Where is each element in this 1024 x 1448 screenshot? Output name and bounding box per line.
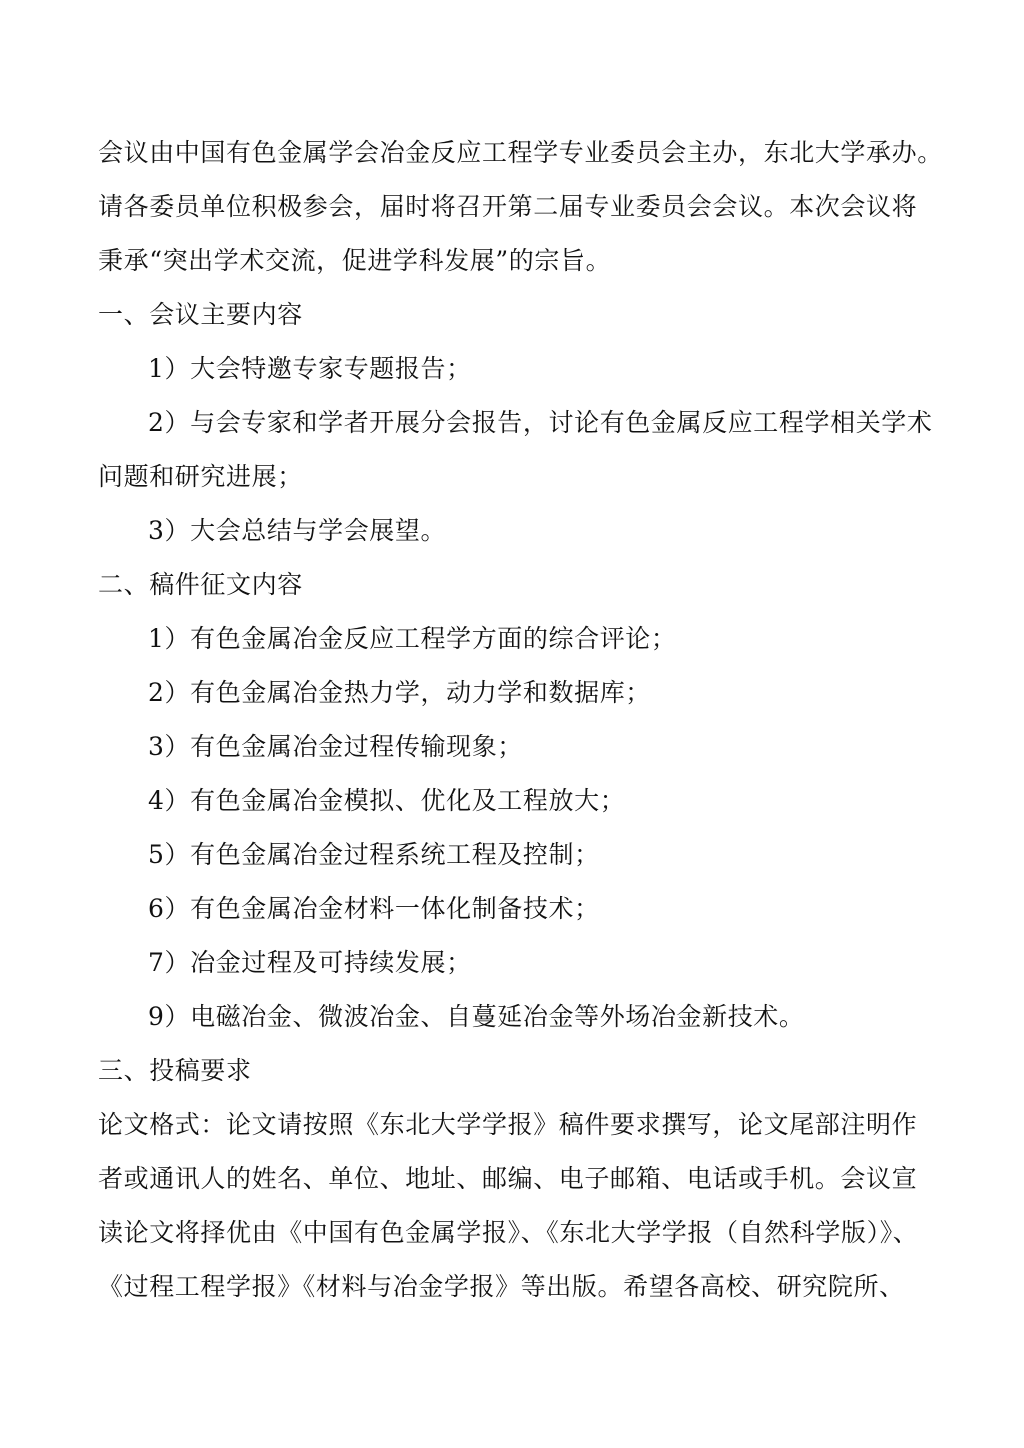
topic-item: 9）电磁冶金、微波冶金、自蔓延冶金等外场冶金新技术。: [148, 1002, 805, 1031]
document-body: [98, 126, 943, 1314]
section-heading-meeting-content: 一、会议主要内容: [98, 300, 303, 329]
topic-item: 4）有色金属冶金模拟、优化及工程放大；: [148, 786, 626, 815]
submission-paragraph-line: 者或通讯人的姓名、单位、地址、邮编、电子邮箱、电话或手机。会议宣: [98, 1164, 918, 1193]
topic-item: 6）有色金属冶金材料一体化制备技术；: [148, 894, 600, 923]
topic-item: 3）有色金属冶金过程传输现象；: [148, 732, 523, 761]
intro-line: 请各委员单位积极参会，届时将召开第二届专业委员会会议。本次会议将: [98, 192, 918, 221]
topic-item: 5）有色金属冶金过程系统工程及控制；: [148, 840, 600, 869]
submission-paragraph-line: 论文格式：论文请按照《东北大学学报》稿件要求撰写，论文尾部注明作: [98, 1110, 918, 1139]
meeting-item: 1）大会特邀专家专题报告；: [148, 354, 472, 383]
meeting-item: 2）与会专家和学者开展分会报告，讨论有色金属反应工程学相关学术: [148, 408, 933, 437]
meeting-item-continuation: 问题和研究进展；: [98, 462, 303, 491]
intro-line: 会议由中国有色金属学会冶金反应工程学专业委员会主办，东北大学承办。: [98, 138, 943, 167]
submission-paragraph-line: 《过程工程学报》《材料与冶金学报》等出版。希望各高校、研究院所、: [98, 1272, 905, 1301]
section-heading-paper-topics: 二、稿件征文内容: [98, 570, 303, 599]
intro-line: 秉承“突出学术交流，促进学科发展”的宗旨。: [98, 246, 612, 275]
topic-item: 7）冶金过程及可持续发展；: [148, 948, 472, 977]
submission-paragraph-line: 读论文将择优由《中国有色金属学报》、《东北大学学报（自然科学版）》、: [98, 1218, 919, 1247]
topic-item: 2）有色金属冶金热力学，动力学和数据库；: [148, 678, 651, 707]
section-heading-submission-requirements: 三、投稿要求: [98, 1056, 252, 1085]
meeting-item: 3）大会总结与学会展望。: [148, 516, 447, 545]
topic-item: 1）有色金属冶金反应工程学方面的综合评论；: [148, 624, 677, 653]
